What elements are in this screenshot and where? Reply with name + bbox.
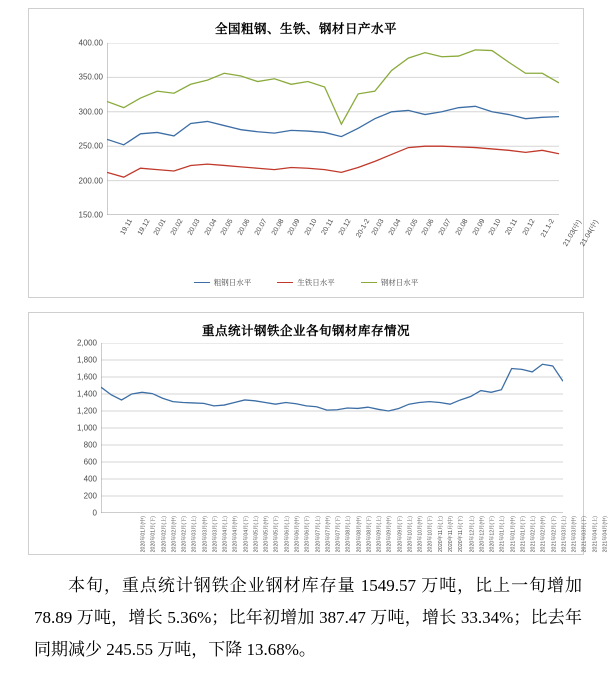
chart1-legend [29, 277, 583, 288]
x-axis-tick-label: 20.12 [337, 218, 353, 237]
x-axis-tick-label: 2021年02月(中) [540, 516, 547, 553]
x-axis-tick-label: 20.03 [370, 218, 386, 237]
plot1-svg [107, 43, 559, 215]
chart2-plot-area [76, 338, 609, 553]
x-axis-tick-label: 20.05 [404, 218, 420, 237]
x-axis-tick-label: 2020年10月(中) [417, 516, 424, 553]
y-axis-tick-label: 200.00 [78, 176, 103, 186]
x-axis-tick-label: 20.11 [504, 218, 520, 237]
x-axis-tick-label: 2020年09月(中) [386, 516, 393, 553]
plot2-svg [101, 343, 563, 513]
x-axis-tick-label: 2020年09月(下) [396, 516, 403, 553]
chart-steel-inventory [28, 312, 609, 555]
x-axis-tick-label: 2020年11月(中) [447, 516, 454, 552]
x-axis-tick-label: 2020年12月(中) [479, 516, 486, 553]
chart1-plot-area [78, 38, 600, 248]
x-axis-tick-label: 2020年01月(下) [150, 516, 157, 553]
x-axis-tick-label: 2020年11月(下) [458, 516, 465, 552]
x-axis-tick-label: 2020年02月(下) [181, 516, 188, 553]
y-axis-tick-label: 400 [83, 474, 97, 484]
x-axis-tick-label: 2021年01月(下) [520, 516, 527, 553]
x-axis-tick-label: 2020年04月(下) [242, 516, 249, 553]
x-axis-tick-label: 2020年08月(中) [355, 516, 362, 553]
x-axis-tick-label: 2020年10月(下) [427, 516, 434, 553]
chart1-title: 全国粗钢、生铁、钢材日产水平 [214, 22, 397, 36]
x-axis-tick-label: 2021年04月(上) [592, 516, 599, 553]
y-axis-tick-label: 1,000 [76, 423, 97, 433]
x-axis-tick-label: 20.07 [437, 218, 453, 237]
y-axis-tick-label: 1,200 [76, 406, 97, 416]
y-axis-tick-label: 1,400 [76, 389, 97, 399]
x-axis-tick-label: 2020年05月(下) [273, 516, 280, 553]
x-axis-tick-label: 2020年08月(上) [345, 516, 352, 553]
y-axis-tick-label: 350.00 [78, 72, 103, 82]
x-axis-tick-label: 2020年05月(中) [263, 516, 270, 553]
x-axis-tick-label: 2021年03月(上) [561, 516, 568, 553]
x-axis-tick-label: 2021年01月(中) [509, 516, 516, 553]
summary-paragraph: 本旬，重点统计钢铁企业钢材库存量 1549.57 万吨，比上一旬增加 78.89 万吨，增长 5.36%；比年初增加 387.47 万吨，增长 33.34%；比去年同期减少 245.55 万吨，下降 13.68%。 [34, 576, 582, 659]
y-axis-tick-label: 300.00 [78, 107, 103, 117]
series-line-0 [101, 364, 563, 411]
x-axis-tick-label: 21.1-2 [539, 218, 556, 239]
x-axis-tick-label: 2020年08月(下) [366, 516, 373, 553]
series-line-1 [107, 146, 559, 177]
x-axis-tick-label: 2020年06月(中) [294, 516, 301, 553]
chart2-title: 重点统计钢铁企业各旬钢材库存情况 [201, 324, 410, 338]
series-line-2 [107, 50, 559, 124]
x-axis-tick-label: 2020年07月(上) [314, 516, 321, 553]
x-axis-tick-label: 2020年01月(中) [140, 516, 147, 553]
x-axis-tick-label: 20.03 [186, 218, 202, 237]
x-axis-tick-label: 20-1-2 [355, 218, 372, 240]
legend-label-steel-products: 钢材日水平 [380, 278, 419, 287]
x-axis-tick-label: 19.12 [136, 218, 152, 237]
x-axis-tick-label: 2020年03月(中) [201, 516, 208, 553]
x-axis-tick-label: 20.09 [471, 218, 487, 237]
x-axis-tick-label: 20.04 [387, 218, 403, 237]
x-axis-tick-label: 20.10 [488, 218, 503, 237]
y-axis-tick-label: 800 [83, 440, 97, 450]
y-axis-tick-label: 0 [92, 508, 97, 518]
y-axis-tick-label: 250.00 [78, 141, 103, 151]
x-axis-tick-label: 19.11 [119, 218, 135, 237]
x-axis-tick-label: 20.08 [270, 218, 286, 237]
x-axis-tick-label: 2020年05月(上) [253, 516, 260, 553]
x-axis-tick-label: 2020年09月(上) [376, 516, 383, 553]
legend-swatch-crude-steel [194, 282, 210, 283]
x-axis-tick-label: 2020年02月(中) [171, 516, 178, 553]
y-axis-tick-label: 150.00 [78, 210, 103, 220]
x-axis-tick-label: 20.06 [236, 218, 252, 237]
legend-label-crude-steel: 粗钢日水平 [213, 278, 252, 287]
x-axis-tick-label: 2021年04月(中) [602, 516, 609, 553]
x-axis-tick-label: 2020年11月(上) [437, 516, 444, 552]
x-axis-tick-label: 20.09 [287, 218, 302, 237]
x-axis-tick-label: 20.04 [203, 218, 219, 237]
y-axis-tick-label: 400.00 [78, 38, 103, 48]
legend-swatch-pig-iron [277, 282, 293, 283]
y-axis-tick-label: 2,000 [76, 338, 97, 348]
x-axis-tick-label: 2020年04月(中) [232, 516, 239, 553]
y-axis-tick-label: 1,600 [76, 372, 97, 382]
x-axis-tick-label: 2020年12月(下) [489, 516, 496, 553]
legend-item-pig-iron [277, 277, 335, 288]
x-axis-tick-label: 2021年03月(中) [571, 516, 578, 553]
x-axis-tick-label: 2020年03月(上) [191, 516, 198, 553]
chart-steel-daily-output [28, 8, 600, 298]
legend-label-pig-iron: 生铁日水平 [297, 278, 335, 287]
x-axis-tick-label: 2020年06月(上) [284, 516, 291, 553]
x-axis-tick-label: 2020年07月(中) [325, 516, 332, 553]
x-axis-tick-label: 20.02 [169, 218, 185, 237]
y-axis-tick-label: 600 [83, 457, 97, 467]
x-axis-tick-label: 20.08 [454, 218, 470, 237]
x-axis-tick-label: 20.12 [521, 218, 537, 237]
x-axis-tick-label: 2020年10月(上) [407, 516, 414, 553]
legend-item-crude-steel [194, 277, 252, 288]
x-axis-tick-label: 2021年02月(下) [550, 516, 557, 553]
y-axis-tick-label: 200 [83, 491, 97, 501]
x-axis-tick-label: 2021年03月(下) [581, 516, 588, 553]
x-axis-tick-label: 2021年02月(上) [530, 516, 537, 553]
x-axis-tick-label: 20.05 [220, 218, 236, 237]
x-axis-tick-label: 2020年06月(下) [304, 516, 311, 553]
x-axis-tick-label: 21.03(中) [562, 219, 584, 248]
x-axis-tick-label: 20.10 [303, 218, 319, 237]
x-axis-tick-label: 20.07 [253, 218, 269, 237]
x-axis-tick-label: 2021年01月(上) [499, 516, 506, 553]
legend-swatch-steel-products [361, 282, 377, 283]
x-axis-tick-label: 2020年12月(上) [468, 516, 475, 553]
x-axis-tick-label: 2020年03月(下) [212, 516, 219, 553]
y-axis-tick-label: 1,800 [76, 355, 97, 365]
x-axis-tick-label: 2020年04月(上) [222, 516, 229, 553]
x-axis-tick-label: 20.06 [421, 218, 436, 237]
legend-item-steel-products [361, 277, 419, 288]
x-axis-tick-label: 21.04(中) [579, 219, 600, 248]
x-axis-tick-label: 20.11 [320, 218, 335, 237]
x-axis-tick-label: 2020年02月(上) [160, 516, 167, 553]
x-axis-tick-label: 20.01 [153, 218, 169, 237]
x-axis-tick-label: 2020年07月(下) [335, 516, 342, 553]
